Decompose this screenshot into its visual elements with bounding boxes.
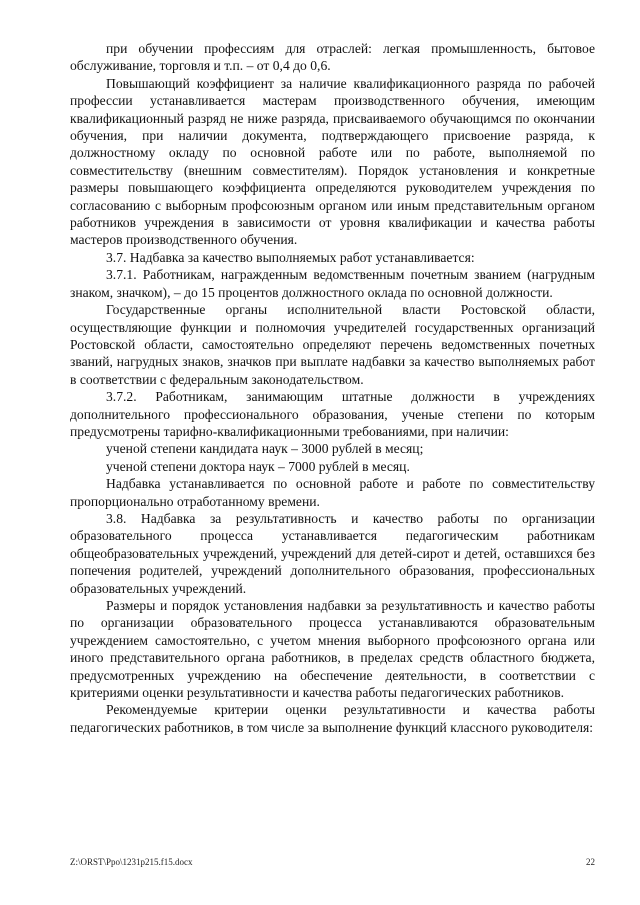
paragraph: при обучении профессиям для отраслей: легкая промышленность, бытовое обслуживание, торговля и т.п. – от 0,4 до 0,6. xyxy=(70,41,595,74)
file-path: Z:\ORST\Ppo\1231p215.f15.docx xyxy=(70,857,193,867)
page-number: 22 xyxy=(586,857,595,867)
paragraph: 3.7.2. Работникам, занимающим штатные должности в учреждениях дополнительного профессионального образования, ученые степени по которым предусмотрены тарифно-квалификационными требованиями, при наличии: xyxy=(70,389,595,439)
paragraph: 3.8. Надбавка за результативность и качество работы по организации образовательного процесса устанавливается педагогическим работникам общеобразовательных учреждений, учреждений для детей-сирот и детей, оставшихся без попечения родителей, учреждений дополнительного образования, профессиональных образовательных учреждений. xyxy=(70,510,595,596)
paragraph: 3.7. Надбавка за качество выполняемых работ устанавливается: xyxy=(106,249,475,265)
paragraph: Рекомендуемые критерии оценки результативности и качества работы педагогических работников, в том числе за выполнение функций классного руководителя: xyxy=(70,702,595,735)
paragraph: Повышающий коэффициент за наличие квалификационного разряда по рабочей профессии устанавливается мастерам производственного обучения, имеющим квалификационный разряд не ниже разряда, присваиваемого обучающимся по окончании обучения, при наличии документа, подтверждающего присвоение разряда, к должностному окладу по основной работе или по работе, выполняемой по совместительству (внешним совместителям). Порядок установления и конкретные размеры повышающего коэффициента определяются руководителем учреждения по согласованию с выборным профсоюзным органом или иным представительным органом работников учреждения в зависимости от уровня квалификации и качества работы мастеров производственного обучения. xyxy=(70,75,595,248)
page-footer xyxy=(70,857,595,867)
paragraph: Размеры и порядок установления надбавки за результативность и качество работы по организации образовательного процесса устанавливаются образовательным учреждением самостоятельно, с учетом мнения выборного профсоюзного органа или иного представительного органа работников, в пределах средств областного бюджета, предусмотренных учреждению на обеспечение деятельности, в соответствии с критериями оценки результативности и качества работы педагогических работников. xyxy=(70,598,595,701)
paragraph: 3.7.1. Работникам, награжденным ведомственным почетным званием (нагрудным знаком, значком), – до 15 процентов должностного оклада по основной должности. xyxy=(70,267,595,300)
paragraph: ученой степени доктора наук – 7000 рублей в месяц. xyxy=(106,458,410,474)
paragraph: Государственные органы исполнительной власти Ростовской области, осуществляющие функции и полномочия учредителей государственных организаций Ростовской области, самостоятельно определяют перечень ведомственных почетных званий, нагрудных знаков, значков при выплате надбавки за качество выполняемых работ в соответствии с федеральным законодательством. xyxy=(70,302,595,387)
paragraph: ученой степени кандидата наук – 3000 рублей в месяц; xyxy=(106,441,424,457)
document-body xyxy=(70,40,595,736)
paragraph: Надбавка устанавливается по основной работе и работе по совместительству пропорционально отработанному времени. xyxy=(70,476,595,509)
